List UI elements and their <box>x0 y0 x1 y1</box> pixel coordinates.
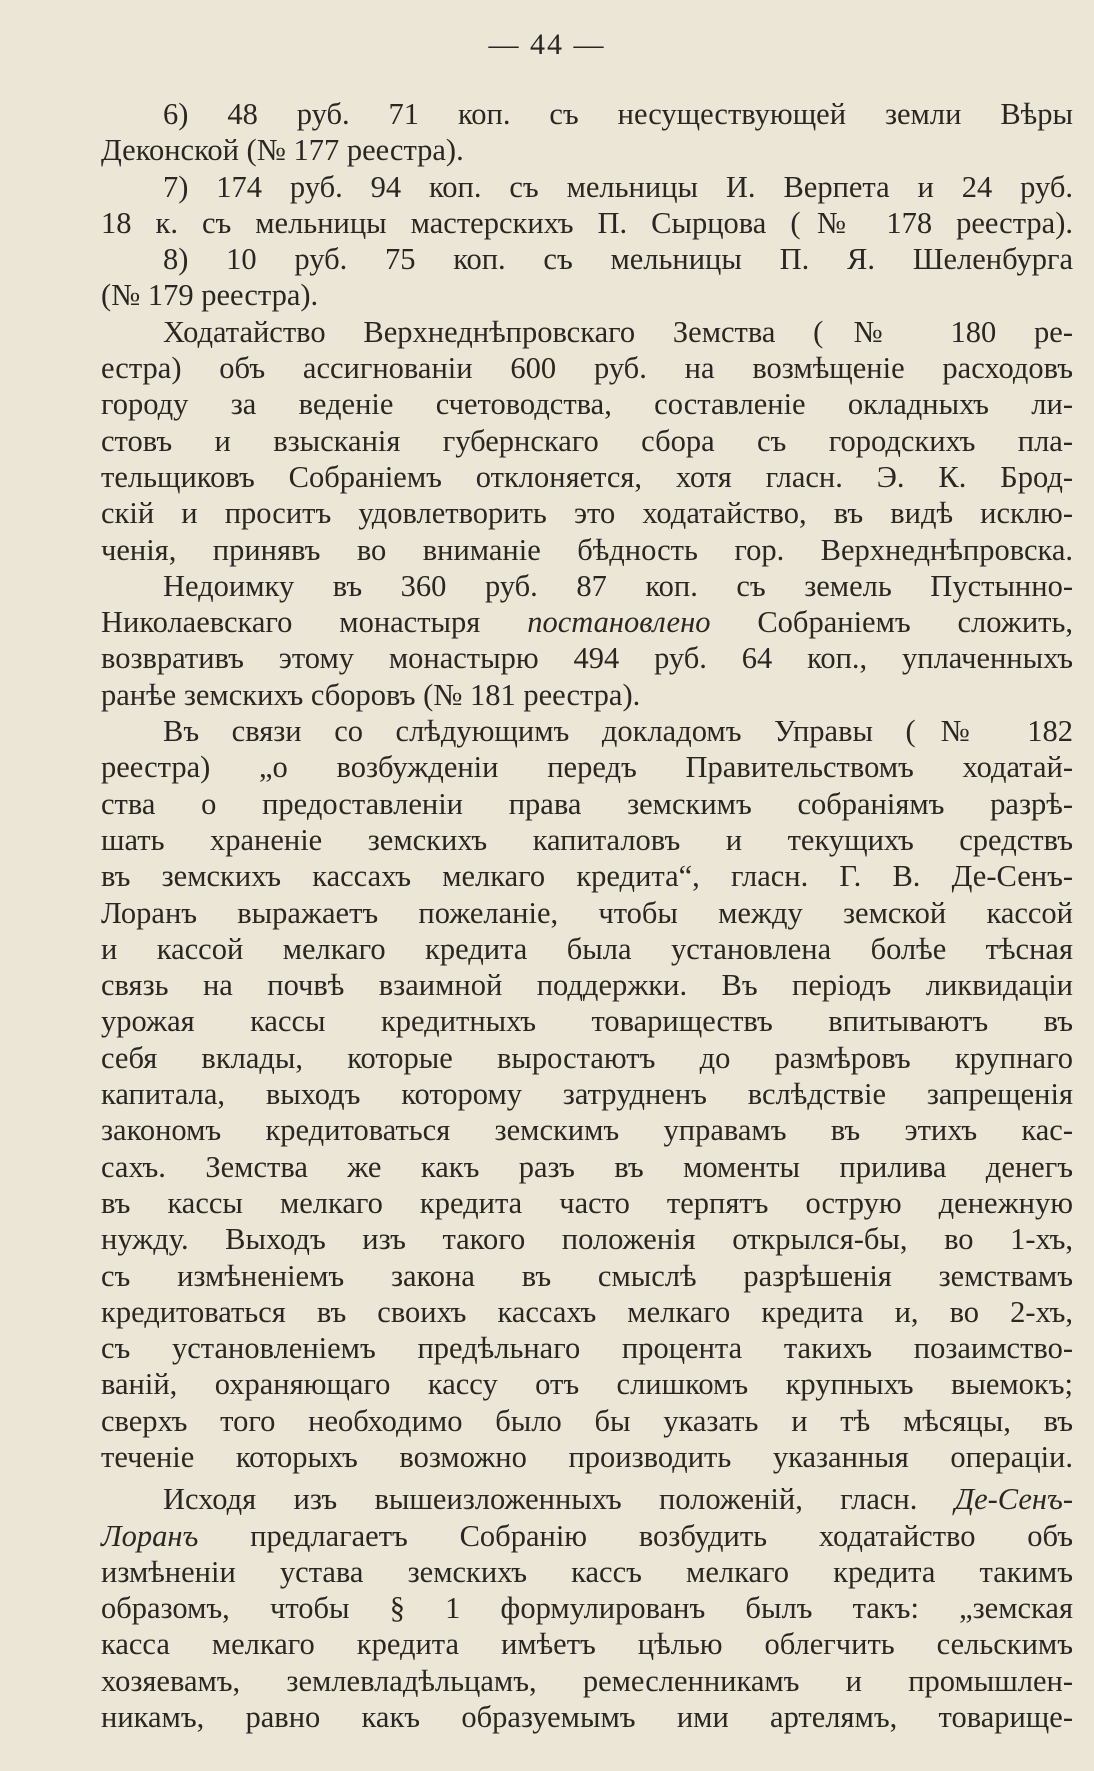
text-line: (№ 179 реестра). <box>101 278 319 313</box>
text-line: реестра) „о возбужденіи передъ Правительствомъ ходатай- <box>101 750 1073 785</box>
text-line: Въ связи со слѣдующимъ докладомъ Управы (№ 182 <box>163 714 1073 749</box>
text-line: себя вклады, которые выростаютъ до размѣровъ крупнаго <box>101 1040 1073 1075</box>
body-text <box>101 96 1073 1735</box>
text-line: шать храненіе земскихъ капиталовъ и текущихъ средствъ <box>101 822 1073 857</box>
text-line: 18 к. съ мельницы мастерскихъ П. Сырцова (№ 178 реестра). <box>101 205 1073 240</box>
text-line: въ земскихъ кассахъ мелкаго кредита“, гласн. Г. В. Де-Сенъ- <box>101 859 1073 894</box>
text-line: измѣненіи устава земскихъ кассъ мелкаго кредита такимъ <box>101 1554 1073 1589</box>
text-line <box>101 1518 1073 1554</box>
text-line: городу за веденіе счетоводства, составленіе окладныхъ ли- <box>101 387 1073 422</box>
text-line: 8) 10 руб. 75 коп. съ мельницы П. Я. Шеленбурга <box>163 242 1073 277</box>
text-line: съ измѣненіемъ закона въ смыслѣ разрѣшенія земствамъ <box>101 1258 1073 1293</box>
text-line: естра) объ ассигнованіи 600 руб. на возмѣщеніе расходовъ <box>101 351 1073 386</box>
text-line: кредитоваться въ своихъ кассахъ мелкаго кредита и, во 2-хъ, <box>101 1294 1073 1329</box>
text-line <box>101 604 1073 640</box>
text-line: Лоранъ выражаетъ пожеланіе, чтобы между земской кассой <box>101 895 1073 930</box>
text-line: образомъ, чтобы § 1 формулированъ былъ такъ: „земская <box>101 1591 1073 1626</box>
italic-name: Де-Сенъ- <box>954 1482 1074 1517</box>
text-line: ченія, принявъ во вниманіе бѣдность гор. Верхнеднѣпровска. <box>101 532 1073 567</box>
text-line: возвративъ этому монастырю 494 руб. 64 коп., уплаченныхъ <box>101 641 1073 676</box>
text-line: сахъ. Земства же какъ разъ въ моменты прилива денегъ <box>101 1149 1073 1184</box>
text-line: касса мелкаго кредита имѣетъ цѣлью облегчить сельскимъ <box>101 1627 1073 1662</box>
text-line: Деконской (№ 177 реестра). <box>101 133 464 168</box>
text-line <box>101 1481 1073 1517</box>
text-line: стовъ и взысканія губернскаго сбора съ городскихъ пла- <box>101 423 1073 458</box>
text-line: тельщиковъ Собраніемъ отклоняется, хотя гласн. Э. К. Брод- <box>101 459 1073 494</box>
text-line: урожая кассы кредитныхъ товариществъ впитываютъ въ <box>101 1004 1073 1039</box>
text-line: связь на почвѣ взаимной поддержки. Въ періодъ ликвидаціи <box>101 968 1073 1003</box>
text-line: сверхъ того необходимо было бы указать и тѣ мѣсяцы, въ <box>101 1403 1073 1438</box>
text-line: Недоимку въ 360 руб. 87 коп. съ земель Пустынно- <box>163 568 1073 603</box>
text-line: съ установленіемъ предѣльнаго процента такихъ позаимство- <box>101 1331 1073 1366</box>
page-number: — 44 — <box>488 28 606 61</box>
text-fragment: Исходя изъ вышеизложенныхъ положеній, гласн. <box>163 1482 918 1517</box>
text-line: и кассой мелкаго кредита была установлена болѣе тѣсная <box>101 931 1073 966</box>
text-fragment: Николаевскаго монастыря <box>101 605 481 640</box>
text-line: капитала, выходъ которому затрудненъ вслѣдствіе запрещенія <box>101 1077 1073 1112</box>
text-line: никамъ, равно какъ образуемымъ ими артелямъ, товарище- <box>101 1700 1073 1735</box>
text-fragment: Собраніемъ сложить, <box>757 605 1074 640</box>
text-fragment: предлагаетъ Собранію возбудить ходатайство объ <box>250 1518 1074 1553</box>
text-line: теченіе которыхъ возможно производить указанныя операціи. <box>101 1439 1073 1474</box>
text-line: 6) 48 руб. 71 коп. съ несуществующей земли Вѣры <box>163 97 1073 131</box>
italic-word: постановлено <box>527 605 711 640</box>
text-line: Ходатайство Верхнеднѣпровскаго Земства (№ 180 ре- <box>163 314 1073 349</box>
italic-name: Лоранъ <box>101 1518 199 1553</box>
text-line: ства о предоставленіи права земскимъ собраніямъ разрѣ- <box>101 786 1073 821</box>
text-line: ранѣе земскихъ сборовъ (№ 181 реестра). <box>101 677 641 712</box>
text-line: скій и проситъ удовлетворить это ходатайство, въ видѣ исклю- <box>101 496 1073 531</box>
text-line: въ кассы мелкаго кредита часто терпятъ острую денежную <box>101 1185 1073 1220</box>
text-line: хозяевамъ, землевладѣльцамъ, ремесленникамъ и промышлен- <box>101 1663 1073 1698</box>
text-line: ваній, охраняющаго кассу отъ слишкомъ крупныхъ выемокъ; <box>101 1367 1073 1402</box>
text-line: нужду. Выходъ изъ такого положенія открылся-бы, во 1-хъ, <box>101 1222 1073 1257</box>
text-line: закономъ кредитоваться земскимъ управамъ въ этихъ кас- <box>101 1113 1073 1148</box>
text-line: 7) 174 руб. 94 коп. съ мельницы И. Верпета и 24 руб. <box>163 169 1073 204</box>
